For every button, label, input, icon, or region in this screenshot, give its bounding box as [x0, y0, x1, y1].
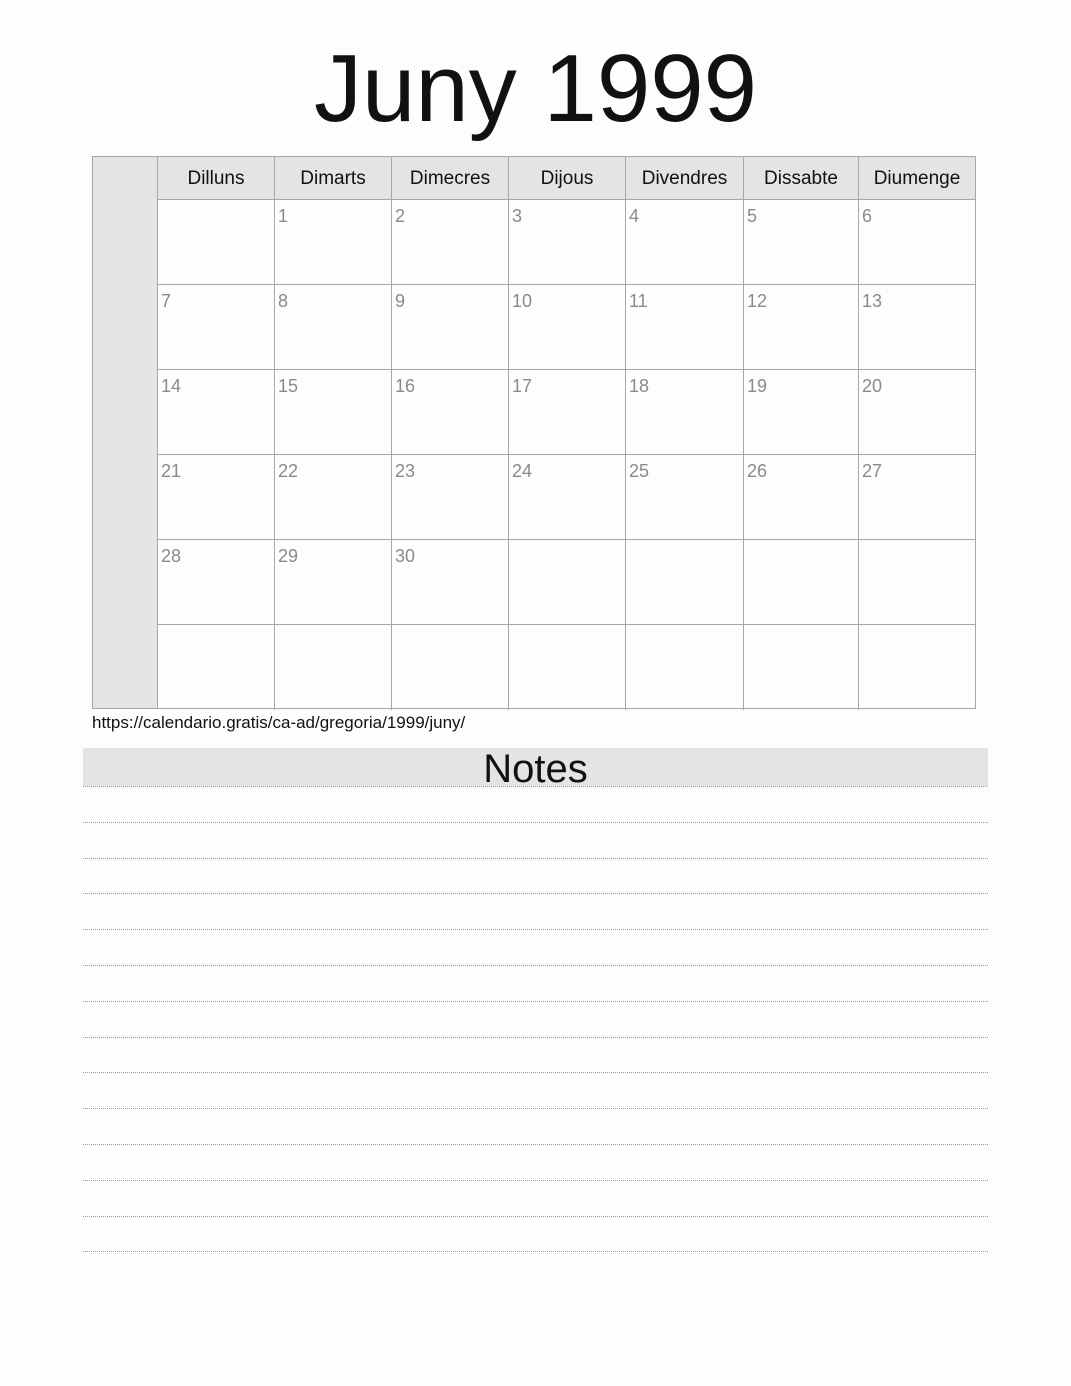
note-line — [83, 1001, 988, 1002]
day-cell — [509, 540, 626, 625]
day-cell — [509, 625, 626, 710]
weekday-saturday: Dissabte — [744, 157, 859, 199]
note-line — [83, 822, 988, 823]
day-number: 7 — [161, 291, 172, 311]
day-number: 15 — [278, 376, 299, 396]
calendar-grid — [92, 156, 976, 709]
day-cell — [275, 625, 392, 710]
day-cell — [158, 370, 275, 455]
note-line — [83, 1108, 988, 1109]
day-cell — [859, 625, 975, 710]
day-number: 14 — [161, 376, 182, 396]
day-number: 19 — [747, 376, 768, 396]
day-cell — [626, 370, 744, 455]
day-number: 2 — [395, 206, 406, 226]
day-number: 30 — [395, 546, 416, 566]
day-cell — [392, 455, 509, 540]
note-line — [83, 1216, 988, 1217]
note-line — [83, 929, 988, 930]
day-cell — [509, 370, 626, 455]
day-cell — [275, 540, 392, 625]
note-line — [83, 965, 988, 966]
day-number: 13 — [862, 291, 883, 311]
source-url: https://calendario.gratis/ca-ad/gregoria/1999/juny/ — [92, 713, 466, 732]
day-number: 18 — [629, 376, 650, 396]
day-cell — [509, 455, 626, 540]
day-number: 17 — [512, 376, 533, 396]
day-number: 3 — [512, 206, 523, 226]
day-number: 16 — [395, 376, 416, 396]
day-cell — [744, 285, 859, 370]
day-number: 1 — [278, 206, 289, 226]
week-number-column — [93, 157, 158, 708]
day-cell — [744, 540, 859, 625]
day-cell — [744, 625, 859, 710]
day-number: 28 — [161, 546, 182, 566]
note-line — [83, 1180, 988, 1181]
note-line — [83, 893, 988, 894]
note-line — [83, 1251, 988, 1252]
day-number: 25 — [629, 461, 650, 481]
note-line — [83, 1072, 988, 1073]
weekday-friday: Divendres — [626, 157, 744, 199]
note-line — [83, 1037, 988, 1038]
day-cell — [626, 540, 744, 625]
day-number: 9 — [395, 291, 406, 311]
notes-title: Notes — [83, 748, 988, 786]
day-number: 11 — [629, 291, 648, 311]
note-line — [83, 786, 988, 787]
day-number: 8 — [278, 291, 289, 311]
day-cell — [626, 625, 744, 710]
day-cell — [744, 370, 859, 455]
day-cell — [392, 285, 509, 370]
day-cell — [275, 200, 392, 285]
day-cell — [859, 455, 975, 540]
day-number: 12 — [747, 291, 768, 311]
day-number: 23 — [395, 461, 416, 481]
weekday-sunday: Diumenge — [873, 168, 961, 189]
day-number: 26 — [747, 461, 768, 481]
day-cell — [859, 285, 975, 370]
day-cell — [275, 285, 392, 370]
day-cell — [392, 625, 509, 710]
weekday-monday: Dilluns — [158, 157, 275, 199]
weekday-wednesday: Dimecres — [392, 157, 509, 199]
day-cell — [158, 625, 275, 710]
day-number: 27 — [862, 461, 883, 481]
day-cell — [626, 285, 744, 370]
day-cell — [392, 540, 509, 625]
note-line — [83, 858, 988, 859]
day-cell — [859, 540, 975, 625]
day-number: 22 — [278, 461, 299, 481]
day-cell — [158, 285, 275, 370]
day-number: 5 — [747, 206, 758, 226]
day-number: 20 — [862, 376, 883, 396]
day-cell — [158, 540, 275, 625]
day-number: 21 — [161, 461, 182, 481]
day-cell — [158, 200, 275, 285]
day-cell — [744, 200, 859, 285]
day-number: 6 — [862, 206, 873, 226]
page-title: Juny 1999 — [313, 35, 757, 142]
day-cell — [509, 200, 626, 285]
day-cell — [392, 200, 509, 285]
day-cell — [509, 285, 626, 370]
day-number: 4 — [629, 206, 640, 226]
day-cell — [158, 455, 275, 540]
note-line — [83, 1144, 988, 1145]
day-cell — [626, 455, 744, 540]
day-number: 24 — [512, 461, 533, 481]
day-cell — [275, 455, 392, 540]
day-cell — [275, 370, 392, 455]
day-cell — [392, 370, 509, 455]
day-number: 10 — [512, 291, 533, 311]
day-cell — [626, 200, 744, 285]
day-cell — [744, 455, 859, 540]
day-number: 29 — [278, 546, 299, 566]
day-cell — [859, 370, 975, 455]
weekday-thursday: Dijous — [509, 157, 626, 199]
day-cell — [859, 200, 975, 285]
weekday-tuesday: Dimarts — [275, 157, 392, 199]
weekday-header-row — [158, 157, 975, 200]
